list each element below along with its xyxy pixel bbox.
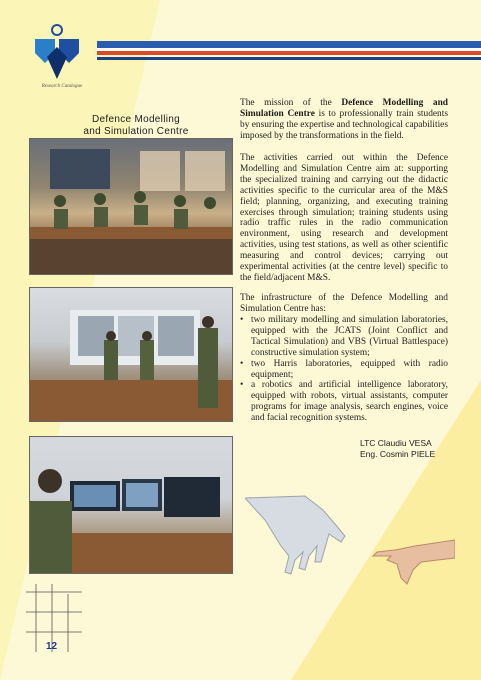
centre-name: Defence Modelling and Simulation Centre <box>240 98 448 119</box>
robot-human-hands-image <box>245 490 455 600</box>
infrastructure-list <box>240 315 448 424</box>
author-1: LTC Claudiu VESA <box>360 438 432 448</box>
logo-caption: Research Catalogue <box>41 84 83 89</box>
section-title-line-2: and Simulation Centre <box>83 126 189 137</box>
mission-rest: is to professionally train students by ensuring the expertise and technological capabilities imposed by the transformations in the field. <box>240 108 448 141</box>
header-stripes <box>97 41 481 60</box>
page-number: 12 <box>46 641 58 652</box>
mission-prefix: The mission of the <box>240 98 342 108</box>
list-item: • a robotics and artificial intelligence laboratory, equipped with robots, virtual assistants, computer programs for image analysis, search engines, voice and facial recognition systems. <box>240 380 448 424</box>
authors <box>360 438 470 460</box>
photo-simulation-lab-screens <box>29 287 233 422</box>
mission-paragraph <box>240 98 448 142</box>
activities-paragraph: The activities carried out within the Defence Modelling and Simulation Centre aim at: supporting the specialized training and carrying out the didactic activities specific to the curricular area of the M&S field; planning, organizing, and executing training exercises through simulation; training students using radio traffic rules in the radio communication environment, using research and development activities, using test stations, as well as other scientific measuring and control devices; carrying out experimental activities (at the centre level) specific to the field/adjacent M&S. <box>240 153 448 283</box>
infrastructure-intro: The infrastructure of the Defence Modelling and Simulation Centre has: <box>240 293 448 314</box>
section-title-line-1: Defence Modelling <box>92 114 180 125</box>
university-logo <box>33 23 81 87</box>
photo-monitors-operator <box>29 436 233 574</box>
list-item: • two Harris laboratories, equipped with radio equipment; <box>240 359 448 381</box>
photo-simulation-classroom <box>29 138 233 275</box>
list-item: • two military modelling and simulation laboratories, equipped with the JCATS (Joint Conflict and Tactical Simulation) and VBS (Virtual Battlespace) constructive simulation system; <box>240 315 448 359</box>
section-title <box>60 114 212 138</box>
author-2: Eng. Cosmin PIELE <box>360 449 436 459</box>
